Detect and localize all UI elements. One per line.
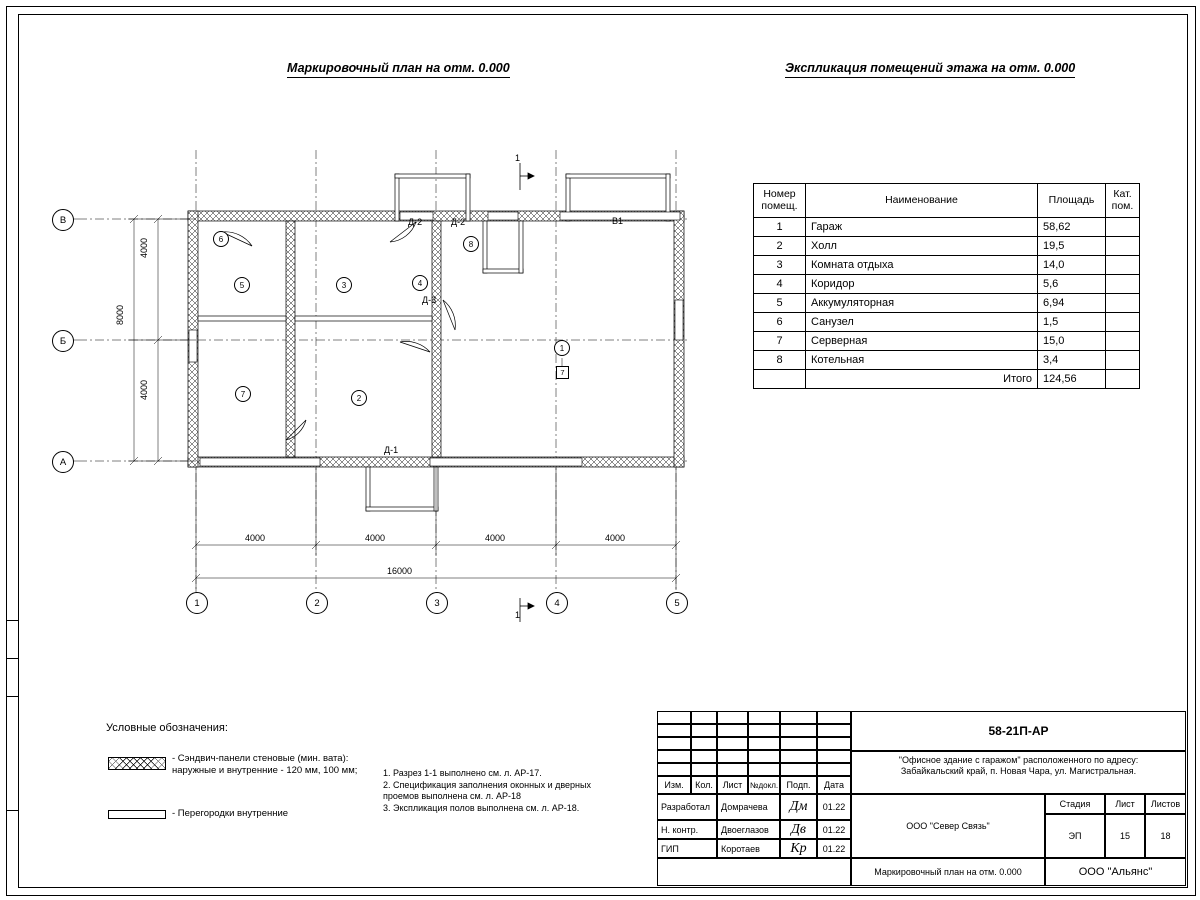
table-row bbox=[754, 294, 1140, 313]
stamp-grid bbox=[691, 724, 717, 737]
cell-number: 5 bbox=[754, 294, 806, 313]
stamp-grid bbox=[817, 724, 851, 737]
stamp-grid bbox=[691, 750, 717, 763]
header-kat: Кат. пом. bbox=[1106, 184, 1140, 218]
note-1: 1. Разрез 1-1 выполнено см. л. АР-17. bbox=[383, 768, 542, 778]
cell-number: 8 bbox=[754, 351, 806, 370]
header-name: Наименование bbox=[806, 184, 1038, 218]
floor-plan-drawing bbox=[0, 0, 760, 680]
cell-name: Коридор bbox=[806, 275, 1038, 294]
explication-title: Экспликация помещений этажа на отм. 0.000 bbox=[785, 61, 1075, 75]
cell-area: 19,5 bbox=[1038, 237, 1106, 256]
stamp-sheet-value: 15 bbox=[1105, 814, 1145, 858]
stamp-grid bbox=[748, 724, 780, 737]
axis-bubble-5: 5 bbox=[666, 592, 688, 614]
stamp-object-line2: Забайкальский край, п. Новая Чара, ул. Магистральная. bbox=[900, 765, 1137, 776]
table-row bbox=[754, 275, 1140, 294]
cell-name: Гараж bbox=[806, 218, 1038, 237]
axis-bubble-v: В bbox=[52, 209, 74, 231]
legend-item-sandwich bbox=[172, 753, 357, 777]
dim-bottom-total: 16000 bbox=[387, 566, 413, 576]
legend-item-partition: - Перегородки внутренние bbox=[172, 808, 289, 819]
note-2: 2. Спецификация заполнения оконных и дверных bbox=[383, 779, 591, 790]
stamp-sheet-header: Лист bbox=[1105, 794, 1145, 814]
stamp-grid bbox=[657, 750, 691, 763]
stamp-col-ndok: №докл. bbox=[748, 776, 780, 794]
cell-name: Аккумуляторная bbox=[806, 294, 1038, 313]
stamp-grid bbox=[780, 750, 817, 763]
table-row bbox=[754, 218, 1140, 237]
door-label-d2-b: Д-2 bbox=[451, 217, 466, 227]
stamp-grid bbox=[780, 711, 817, 724]
cell-kat bbox=[1106, 256, 1140, 275]
cell-kat bbox=[1106, 351, 1140, 370]
cell-empty bbox=[754, 370, 806, 389]
stamp-date-2: 01.22 bbox=[817, 820, 851, 839]
stamp-grid bbox=[817, 737, 851, 750]
cell-number: 7 bbox=[754, 332, 806, 351]
general-notes bbox=[383, 768, 591, 815]
detail-mark: 7 bbox=[556, 366, 569, 379]
cell-kat bbox=[1106, 237, 1140, 256]
dim-bottom-4: 4000 bbox=[605, 533, 626, 543]
room-mark-2: 2 bbox=[351, 390, 367, 406]
title-block bbox=[657, 711, 1186, 886]
stamp-sheet-title: Маркировочный план на отм. 0.000 bbox=[851, 858, 1045, 886]
axis-bubble-b: Б bbox=[52, 330, 74, 352]
stamp-date-3: 01.22 bbox=[817, 839, 851, 858]
total-label: Итого bbox=[806, 370, 1038, 389]
header-number: Номер помещ. bbox=[754, 184, 806, 218]
cell-area: 6,94 bbox=[1038, 294, 1106, 313]
table-row bbox=[754, 351, 1140, 370]
cell-number: 1 bbox=[754, 218, 806, 237]
plan-title: Маркировочный план на отм. 0.000 bbox=[287, 61, 510, 75]
stamp-date-1: 01.22 bbox=[817, 794, 851, 820]
table-row bbox=[754, 256, 1140, 275]
stamp-grid bbox=[748, 737, 780, 750]
stamp-grid bbox=[657, 711, 691, 724]
dim-bottom-2: 4000 bbox=[365, 533, 386, 543]
stamp-sign-3 bbox=[780, 839, 817, 858]
cell-area: 14,0 bbox=[1038, 256, 1106, 275]
cell-name: Комната отдыха bbox=[806, 256, 1038, 275]
stamp-grid bbox=[817, 750, 851, 763]
stamp-col-data: Дата bbox=[817, 776, 851, 794]
legend-sandwich-line1: - Сэндвич-панели стеновые (мин. вата): bbox=[172, 753, 349, 764]
room-mark-5: 5 bbox=[234, 277, 250, 293]
room-mark-3: 3 bbox=[336, 277, 352, 293]
window-label-v1: В1 bbox=[612, 216, 624, 226]
stamp-grid bbox=[717, 711, 748, 724]
axis-bubble-4: 4 bbox=[546, 592, 568, 614]
cell-area: 15,0 bbox=[1038, 332, 1106, 351]
stamp-grid bbox=[817, 763, 851, 776]
door-label-d2-a: Д-2 bbox=[408, 217, 423, 227]
dim-left-1: 4000 bbox=[139, 237, 149, 258]
stamp-object bbox=[851, 751, 1186, 794]
cell-area: 5,6 bbox=[1038, 275, 1106, 294]
stamp-col-list: Лист bbox=[717, 776, 748, 794]
axis-bubble-2: 2 bbox=[306, 592, 328, 614]
stamp-grid bbox=[691, 763, 717, 776]
cell-kat bbox=[1106, 313, 1140, 332]
note-4: 3. Экспликация полов выполнена см. л. АР-18. bbox=[383, 803, 580, 814]
section-mark-bottom: 1 bbox=[515, 610, 521, 620]
room-mark-8: 8 bbox=[463, 236, 479, 252]
stamp-stage-header: Стадия bbox=[1045, 794, 1105, 814]
stamp-grid bbox=[717, 763, 748, 776]
cell-number: 6 bbox=[754, 313, 806, 332]
stamp-grid bbox=[780, 737, 817, 750]
table-header-row bbox=[754, 184, 1140, 218]
axis-bubble-1: 1 bbox=[186, 592, 208, 614]
cell-area: 1,5 bbox=[1038, 313, 1106, 332]
stamp-sign-2 bbox=[780, 820, 817, 839]
cell-area: 3,4 bbox=[1038, 351, 1106, 370]
cell-kat bbox=[1106, 370, 1140, 389]
cell-number: 2 bbox=[754, 237, 806, 256]
stamp-sheets-header: Листов bbox=[1145, 794, 1186, 814]
stamp-grid bbox=[717, 724, 748, 737]
cell-kat bbox=[1106, 294, 1140, 313]
stamp-col-izm: Изм. bbox=[657, 776, 691, 794]
note-3: проемов выполнена см. л. АР-18 bbox=[383, 791, 521, 802]
cell-name: Серверная bbox=[806, 332, 1038, 351]
stamp-bottom-blank bbox=[657, 858, 851, 886]
stamp-grid bbox=[657, 763, 691, 776]
cell-area: 58,62 bbox=[1038, 218, 1106, 237]
dim-left-2: 4000 bbox=[139, 379, 149, 400]
room-mark-6: 6 bbox=[213, 231, 229, 247]
cell-kat bbox=[1106, 218, 1140, 237]
dim-bottom-1: 4000 bbox=[245, 533, 266, 543]
room-mark-1: 1 bbox=[554, 340, 570, 356]
legend-sandwich-line2: наружные и внутренние - 120 мм, 100 мм; bbox=[172, 764, 358, 776]
stamp-org-2: ООО "Альянс" bbox=[1045, 858, 1186, 886]
table-row bbox=[754, 237, 1140, 256]
plan-svg bbox=[0, 0, 760, 680]
stamp-sign-1 bbox=[780, 794, 817, 820]
stamp-grid bbox=[717, 737, 748, 750]
stamp-col-podp: Подп. bbox=[780, 776, 817, 794]
stamp-grid bbox=[657, 737, 691, 750]
cell-name: Санузел bbox=[806, 313, 1038, 332]
cell-name: Котельная bbox=[806, 351, 1038, 370]
stamp-object-line1: "Офисное здание с гаражом" расположенного по адресу: bbox=[898, 755, 1139, 765]
cell-kat bbox=[1106, 275, 1140, 294]
stamp-col-kol: Кол. bbox=[691, 776, 717, 794]
stamp-grid bbox=[817, 711, 851, 724]
axis-bubble-a: А bbox=[52, 451, 74, 473]
cell-number: 4 bbox=[754, 275, 806, 294]
explication-table bbox=[753, 183, 1140, 389]
table-total-row bbox=[754, 370, 1140, 389]
room-mark-7: 7 bbox=[235, 386, 251, 402]
door-label-d3: Д-3 bbox=[422, 295, 437, 305]
legend-title: Условные обозначения: bbox=[106, 722, 228, 734]
stamp-name-2: Двоеглазов bbox=[717, 820, 780, 839]
stamp-org-1: ООО "Север Связь" bbox=[851, 794, 1045, 858]
stamp-grid bbox=[780, 724, 817, 737]
axis-bubble-3: 3 bbox=[426, 592, 448, 614]
cell-number: 3 bbox=[754, 256, 806, 275]
stamp-grid bbox=[657, 724, 691, 737]
cell-name: Холл bbox=[806, 237, 1038, 256]
signature-glyph: Кр bbox=[790, 840, 807, 856]
stamp-role-1: Разработал bbox=[657, 794, 717, 820]
room-mark-4: 4 bbox=[412, 275, 428, 291]
stamp-grid bbox=[717, 750, 748, 763]
signature-glyph: Дв bbox=[791, 821, 806, 837]
signature-glyph: Дм bbox=[789, 799, 808, 814]
stamp-grid bbox=[780, 763, 817, 776]
cell-kat bbox=[1106, 332, 1140, 351]
stamp-grid bbox=[691, 711, 717, 724]
total-area: 124,56 bbox=[1038, 370, 1106, 389]
stamp-sheets-value: 18 bbox=[1145, 814, 1186, 858]
door-label-d1: Д-1 bbox=[384, 445, 399, 455]
table-row bbox=[754, 313, 1140, 332]
table-row bbox=[754, 332, 1140, 351]
legend-hatch-swatch bbox=[108, 757, 166, 770]
stamp-role-2: Н. контр. bbox=[657, 820, 717, 839]
stamp-name-1: Домрачева bbox=[717, 794, 780, 820]
stamp-project-code: 58-21П-АР bbox=[851, 711, 1186, 751]
header-area: Площадь bbox=[1038, 184, 1106, 218]
legend-line-swatch bbox=[108, 810, 166, 819]
stamp-grid bbox=[748, 711, 780, 724]
dim-bottom-3: 4000 bbox=[485, 533, 506, 543]
stamp-grid bbox=[691, 737, 717, 750]
stamp-name-3: Коротаев bbox=[717, 839, 780, 858]
stamp-grid bbox=[748, 750, 780, 763]
stamp-stage-value: ЭП bbox=[1045, 814, 1105, 858]
stamp-role-3: ГИП bbox=[657, 839, 717, 858]
stamp-grid bbox=[748, 763, 780, 776]
dim-left-total: 8000 bbox=[115, 304, 125, 325]
section-mark-top: 1 bbox=[515, 153, 521, 163]
